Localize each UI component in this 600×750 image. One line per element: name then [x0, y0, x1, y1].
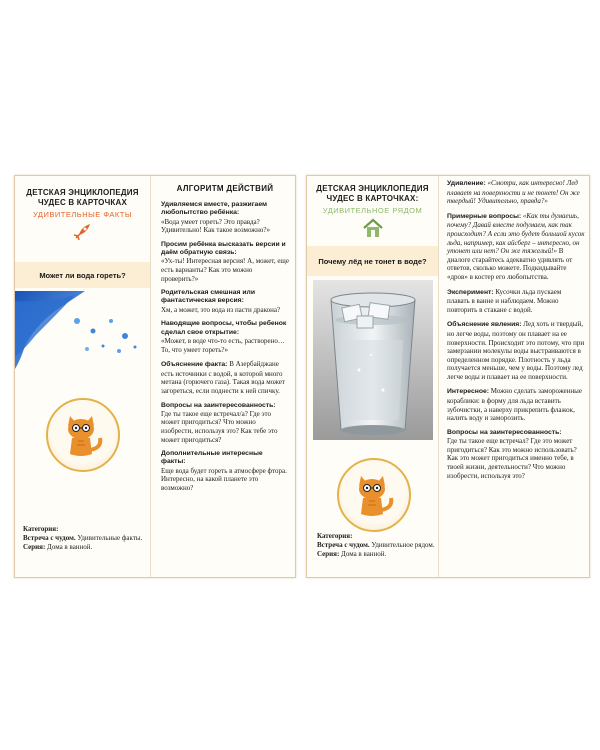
series-value: Дома в ванной. — [341, 550, 387, 558]
algorithm-step — [161, 320, 289, 354]
step-heading: Просим ребёнка высказать версии и даём обратную связь: — [161, 240, 286, 257]
interesting-label: Интересное: — [447, 388, 490, 396]
card-metadata — [317, 532, 435, 559]
algorithm-step — [161, 289, 289, 314]
series-meeting-value: Удивительные факты. — [77, 534, 143, 542]
series-meeting-label: Встреча с чудом. — [317, 541, 370, 549]
examples-block — [447, 212, 585, 282]
step-text: «Ух-ты! Интересная версия! А, может, еще есть варианты? Как это можно проверить?» — [161, 257, 289, 283]
surprise-text: «Смотри, как интересно! Лед плавает на поверхности и не тонет! Он же твердый! Удивительно, правда?» — [447, 179, 580, 206]
right-cover-column — [307, 176, 439, 577]
step-text: Хм, а может, это вода из пасти дракона? — [161, 305, 281, 314]
encyclopedia-subtitle: УДИВИТЕЛЬНЫЕ ФАКТЫ — [33, 210, 132, 219]
explanation-block — [447, 320, 585, 381]
series-label: Серия: — [317, 550, 340, 558]
category-label: Категория: — [317, 532, 353, 540]
question-bar: Может ли вода гореть? — [15, 262, 150, 288]
step-text: Где ты такое еще встречал/а? Где это может пригодиться? Что можно изобрести, используя это? Как тебе это может пригодиться? — [161, 409, 278, 444]
question-bar: Почему лёд не тонет в воде? — [307, 246, 438, 276]
examples-tail: В диалоге старайтесь адекватно удивлять от ответов, сколько можете. Подкидывайте «дров» в костер его любопытства. — [447, 247, 573, 281]
step-heading: Объяснение факта: — [161, 361, 228, 369]
series-value: Дома в ванной. — [47, 543, 93, 551]
algorithm-step — [161, 241, 289, 283]
step-text: Еще вода будет гореть в атмосфере фтора. Интересно, на какой планете это возможно? — [161, 466, 287, 492]
step-heading: Родительская смешная или фантастическая версия: — [161, 289, 256, 305]
cat-logo-icon — [337, 458, 411, 532]
experiment-label: Эксперимент: — [447, 288, 494, 296]
encyclopedia-title: ДЕТСКАЯ ЭНЦИКЛОПЕДИЯ ЧУДЕС В КАРТОЧКАХ — [26, 188, 139, 207]
explanation-label: Объяснение явления: — [447, 321, 522, 329]
interesting-text: Можно сделать замороженные кораблики: в форму для льда вставить зубочистки, а наверху прикрепить флажок, налить воду и заморозить. — [447, 387, 582, 423]
step-heading: Удивляемся вместе, разжигаем любопытство ребёнка: — [161, 201, 268, 217]
rocket-icon — [71, 221, 93, 243]
experiment-text: Кусочки льда пускаем плавать в ванне и наблюдаем. Можно повторить в стакане с водой. — [447, 287, 562, 314]
explanation-text: Лед хоть и твердый, но легче воды, поэтому он плавает на ее поверхности. Происходит это потому, что при замерзании молекулы воды выстраиваются в определенном порядке. Плотность у льда получается меньше, чем у воды. Поэтому лед легче воды и плавает на ее поверхности. — [447, 320, 585, 381]
ice-glass-image — [313, 280, 433, 440]
step-text: «Может, в воде что-то есть, растворено…То, что умеет гореть?» — [161, 336, 285, 354]
left-card — [14, 175, 296, 578]
explanation-column — [439, 176, 590, 577]
algorithm-column — [151, 176, 296, 577]
step-heading: Вопросы на заинтересованность: — [161, 401, 276, 409]
left-cover-column — [15, 176, 151, 577]
algorithm-step — [161, 360, 289, 395]
series-meeting-value: Удивительное рядом. — [371, 541, 435, 549]
card-metadata — [23, 525, 145, 552]
encyclopedia-subtitle: УДИВИТЕЛЬНОЕ РЯДОМ — [322, 206, 423, 215]
examples-label: Примерные вопросы: — [447, 212, 522, 220]
series-label: Серия: — [23, 543, 46, 551]
step-text: В Азербайджане есть источники с водой, в которой много метана (горючего газа). Такая вода может загореться, если поднести к ней спичку. — [161, 360, 285, 395]
experiment-block — [447, 288, 585, 315]
right-card — [306, 175, 590, 578]
interest-questions-block — [447, 429, 585, 480]
surprise-block — [447, 179, 585, 206]
algorithm-step — [161, 450, 289, 492]
surprise-label: Удивление: — [447, 180, 486, 187]
water-splash-image — [15, 291, 151, 371]
encyclopedia-title: ДЕТСКАЯ ЭНЦИКЛОПЕДИЯ ЧУДЕС В КАРТОЧКАХ: — [316, 184, 429, 203]
algorithm-step — [161, 201, 289, 235]
house-icon — [362, 218, 384, 238]
examples-text: «Как ты думаешь, почему? Давай вместе подумаем, как так происходит? А если это будет большой кусок льда, например, как айсберг – интересно, он утонет или нет? Он же тяжелый!» — [447, 211, 585, 256]
algorithm-step — [161, 402, 289, 445]
step-text: «Вода умеет гореть? Это правда? Удивительно! Как такое возможно?» — [161, 217, 270, 235]
category-label: Категория: — [23, 525, 59, 533]
series-meeting-label: Встреча с чудом. — [23, 534, 76, 542]
interest-questions-text: Где ты такое еще встречал? Где это может пригодиться? Как это можно использовать? Как это может пригодиться именно тебе, в твоей жизни, деятельности? Что можно изобрести, используя это? — [447, 437, 577, 480]
step-heading: Дополнительные интересные факты: — [161, 450, 263, 466]
step-heading: Наводящие вопросы, чтобы ребенок сделал свое открытие: — [161, 320, 287, 336]
interesting-block — [447, 387, 585, 422]
interest-questions-label: Вопросы на заинтересованность: — [447, 428, 562, 436]
cat-logo-icon — [46, 398, 120, 472]
algorithm-title: АЛГОРИТМ ДЕЙСТВИЙ — [176, 184, 274, 193]
